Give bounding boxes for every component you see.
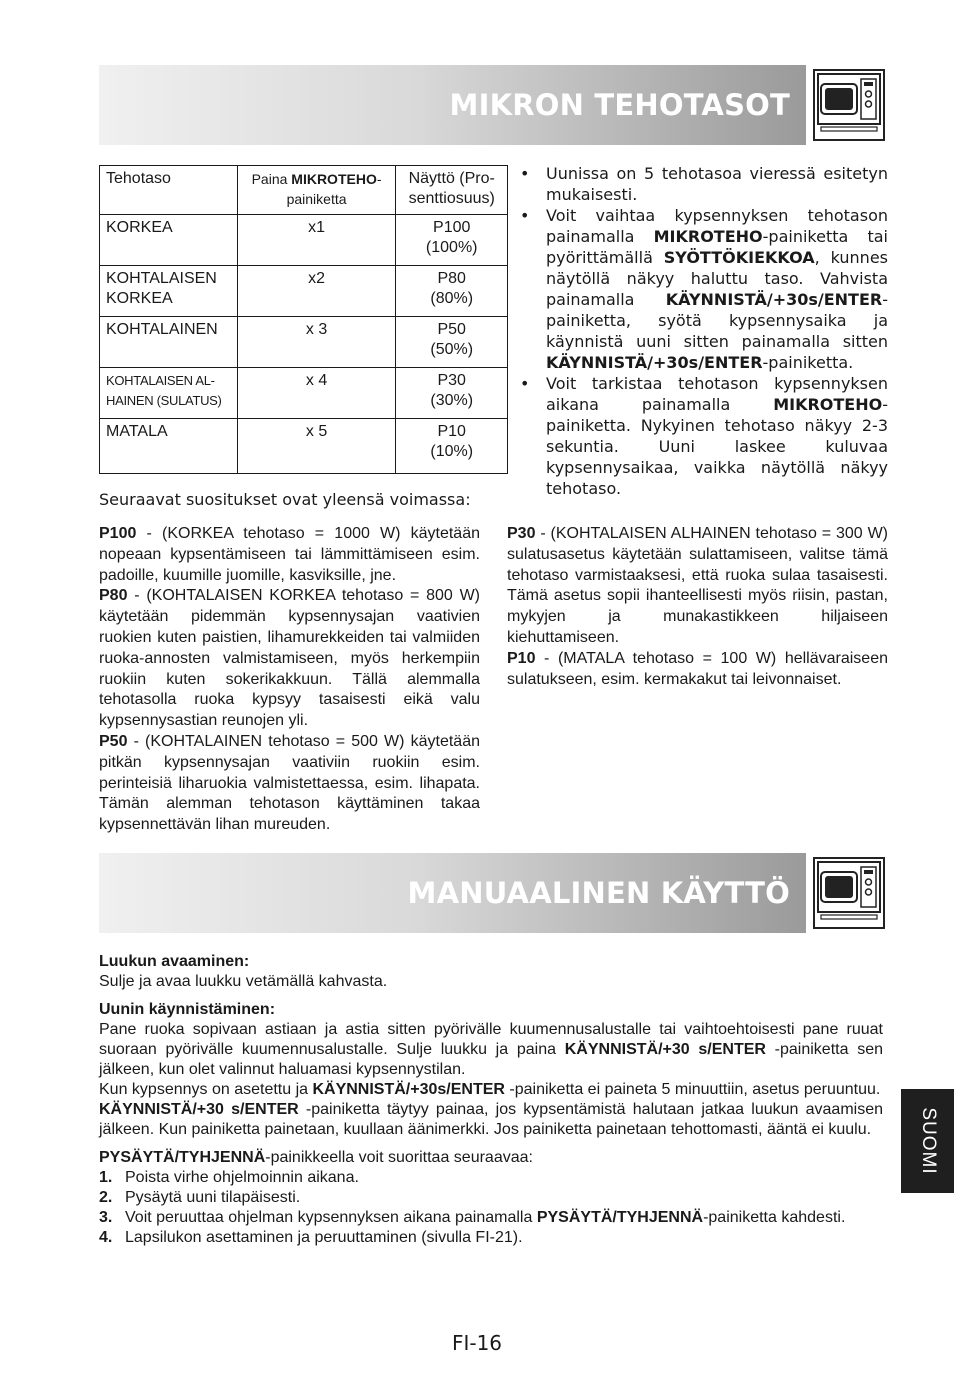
cell-press: x 4 [237, 368, 396, 419]
microwave-icon [806, 853, 888, 933]
stop-steps-list [99, 1168, 883, 1248]
manual-use-section [99, 952, 883, 1248]
bullet-item: • Uunissa on 5 tehotasoa vieressä esitetyn mukaisesti. [518, 163, 888, 205]
cell-level: KORKEA [100, 215, 238, 266]
recommendations-left [99, 524, 480, 836]
cell-press: x 5 [237, 419, 396, 474]
cell-level: KOHTALAISEN KORKEA [100, 266, 238, 317]
cell-press: x1 [237, 215, 396, 266]
section-banner-power-levels [99, 65, 888, 145]
cell-display: P100 (100%) [396, 215, 508, 266]
table-header-row [100, 166, 508, 215]
page-number: FI-16 [451, 1331, 503, 1355]
start-heading: Uunin käynnistäminen: [99, 1001, 276, 1018]
header-press-button: Paina MIKROTEHO-painiketta [237, 166, 396, 215]
list-item: 3. Voit peruuttaa ohjelman kypsennyksen aikana painamalla PYSÄYTÄ/TYHJENNÄ-painiketta kahdesti. [99, 1209, 846, 1226]
table-row [100, 317, 508, 368]
section-banner-manual-use [99, 853, 888, 933]
cell-press: x 3 [237, 317, 396, 368]
recommendation-p50: P50 - (KOHTALAINEN tehotaso = 500 W) käytetään pitkän kypsennysajan vaativiin ruokiin esim. perinteisiä liharuokia valmistettaessa, esim. lihapata. Tämän alemman tehotason käyttäminen takaa kypsennettävän lihan mureuden. [99, 732, 480, 834]
power-level-notes [518, 163, 888, 499]
stop-intro: PYSÄYTÄ/TYHJENNÄ-painikkeella voit suorittaa seuraavaa: [99, 1149, 533, 1166]
list-item: 2. Pysäytä uuni tilapäisesti. [99, 1189, 301, 1206]
recommendation-p80: P80 - (KOHTALAISEN KORKEA tehotaso = 800 W) käytetään pidemmän kypsennysajan vaativien ruokien kuten paistien, lihamurekkeiden tai valmiiden ruoka-annosten valmistamiseen, myös herkempiin ruokiin kuten sokerikakkuun. Tällä alemmalla tehotasolla ruoka kypsyy tasaisesti eikä valu kypsennysastian reunojen yli. [99, 587, 480, 730]
list-item: 1. Poista virhe ohjelmoinnin aikana. [99, 1169, 359, 1186]
table-row [100, 368, 508, 419]
table-row [100, 266, 508, 317]
list-item: 4. Lapsilukon asettaminen ja peruuttaminen (sivulla FI-21). [99, 1229, 523, 1246]
power-level-table [99, 165, 508, 474]
header-display: Näyttö (Pro-senttiosuus) [396, 166, 508, 215]
recommendation-p30: P30 - (KOHTALAISEN ALHAINEN tehotaso = 300 W) sulatusasetus käytetään sulattamiseen, valitse tämä tehotaso varmistaaksesi, että ruoka sulaa tasaisesti. Tämä asetus sopii ihanteellisesti myös riisin, pastan, mykyjen ja munakastikkeen hiljaiseen kiehuttamiseen. [507, 525, 888, 646]
table-row [100, 419, 508, 474]
section-title: MIKRON TEHOTASOT [449, 88, 790, 122]
cell-display: P80 (80%) [396, 266, 508, 317]
cell-level: KOHTALAISEN AL-HAINEN (SULATUS) [100, 368, 238, 419]
cell-display: P30 (30%) [396, 368, 508, 419]
section-title: MANUAALINEN KÄYTTÖ [407, 876, 790, 910]
language-label: SUOMI [917, 1107, 939, 1175]
recommendation-p100: P100 - (KORKEA tehotaso = 1000 W) käytetään nopeaan kypsentämiseen tai lämmittämiseen esim. padoille, kuumille juomille, kasviksille, jne. [99, 525, 480, 584]
general-recommendation-note: Seuraavat suositukset ovat yleensä voimassa: [99, 490, 471, 509]
start-paragraph-1: Pane ruoka sopivaan astiaan ja astia sitten pyörivälle kuumennusalustalle tai vaihtoehtoisesti pane ruuat suoraan pyörivälle kuumennusalustalle. Sulje luukku ja paina KÄYNNISTÄ/+30 s/ENTER -painiketta sen jälkeen, kun olet valinnut haluamasi kypsennystilan. [99, 1021, 884, 1078]
recommendation-p10: P10 - (MATALA tehotaso = 100 W) hellävaraiseen sulatukseen, esim. kermakakut tai leivonnaiset. [507, 649, 888, 688]
cell-level: MATALA [100, 419, 238, 474]
cell-level: KOHTALAINEN [100, 317, 238, 368]
bullet-item: • Voit vaihtaa kypsennyksen tehotason painamalla MIKROTEHO-painiketta tai pyörittämällä SYÖTTÖKIEKKOA, kunnes näytöllä näkyy haluttu taso. Vahvista painamalla KÄYNNISTÄ/+30s/ENTER-painiketta, syötä kypsennysaika ja käynnistä uuni sitten painamalla sitten KÄYNNISTÄ/+30s/ENTER-painiketta. [518, 205, 888, 373]
microwave-icon [806, 65, 888, 145]
start-paragraph-2: Kun kypsennys on asetettu ja KÄYNNISTÄ/+30s/ENTER -painiketta ei paineta 5 minuuttiin, asetus peruuntuu. [99, 1081, 881, 1098]
table-row [100, 215, 508, 266]
header-power-level: Tehotaso [100, 166, 238, 215]
start-paragraph-3: KÄYNNISTÄ/+30 s/ENTER -painiketta täytyy painaa, jos kypsentämistä halutaan jatkaa luukun avaamisen jälkeen. Kun painiketta painetaan, kuullaan äänimerkki. Jos painiketta painetaan tehottomasti, ääntä ei kuulu. [99, 1101, 884, 1138]
language-tab [901, 1089, 954, 1193]
door-text: Sulje ja avaa luukku vetämällä kahvasta. [99, 973, 388, 990]
cell-display: P50 (50%) [396, 317, 508, 368]
cell-display: P10 (10%) [396, 419, 508, 474]
cell-press: x2 [237, 266, 396, 317]
recommendations-right [507, 524, 888, 690]
bullet-item: • Voit tarkistaa tehotason kypsennyksen aikana painamalla MIKROTEHO-painiketta. Nykyinen tehotaso näkyy 2-3 sekuntia. Uuni laskee kuluvaa kypsennysaikaa, vaikka näytöllä näkyy tehotaso. [518, 373, 888, 499]
door-heading: Luukun avaaminen: [99, 953, 250, 970]
